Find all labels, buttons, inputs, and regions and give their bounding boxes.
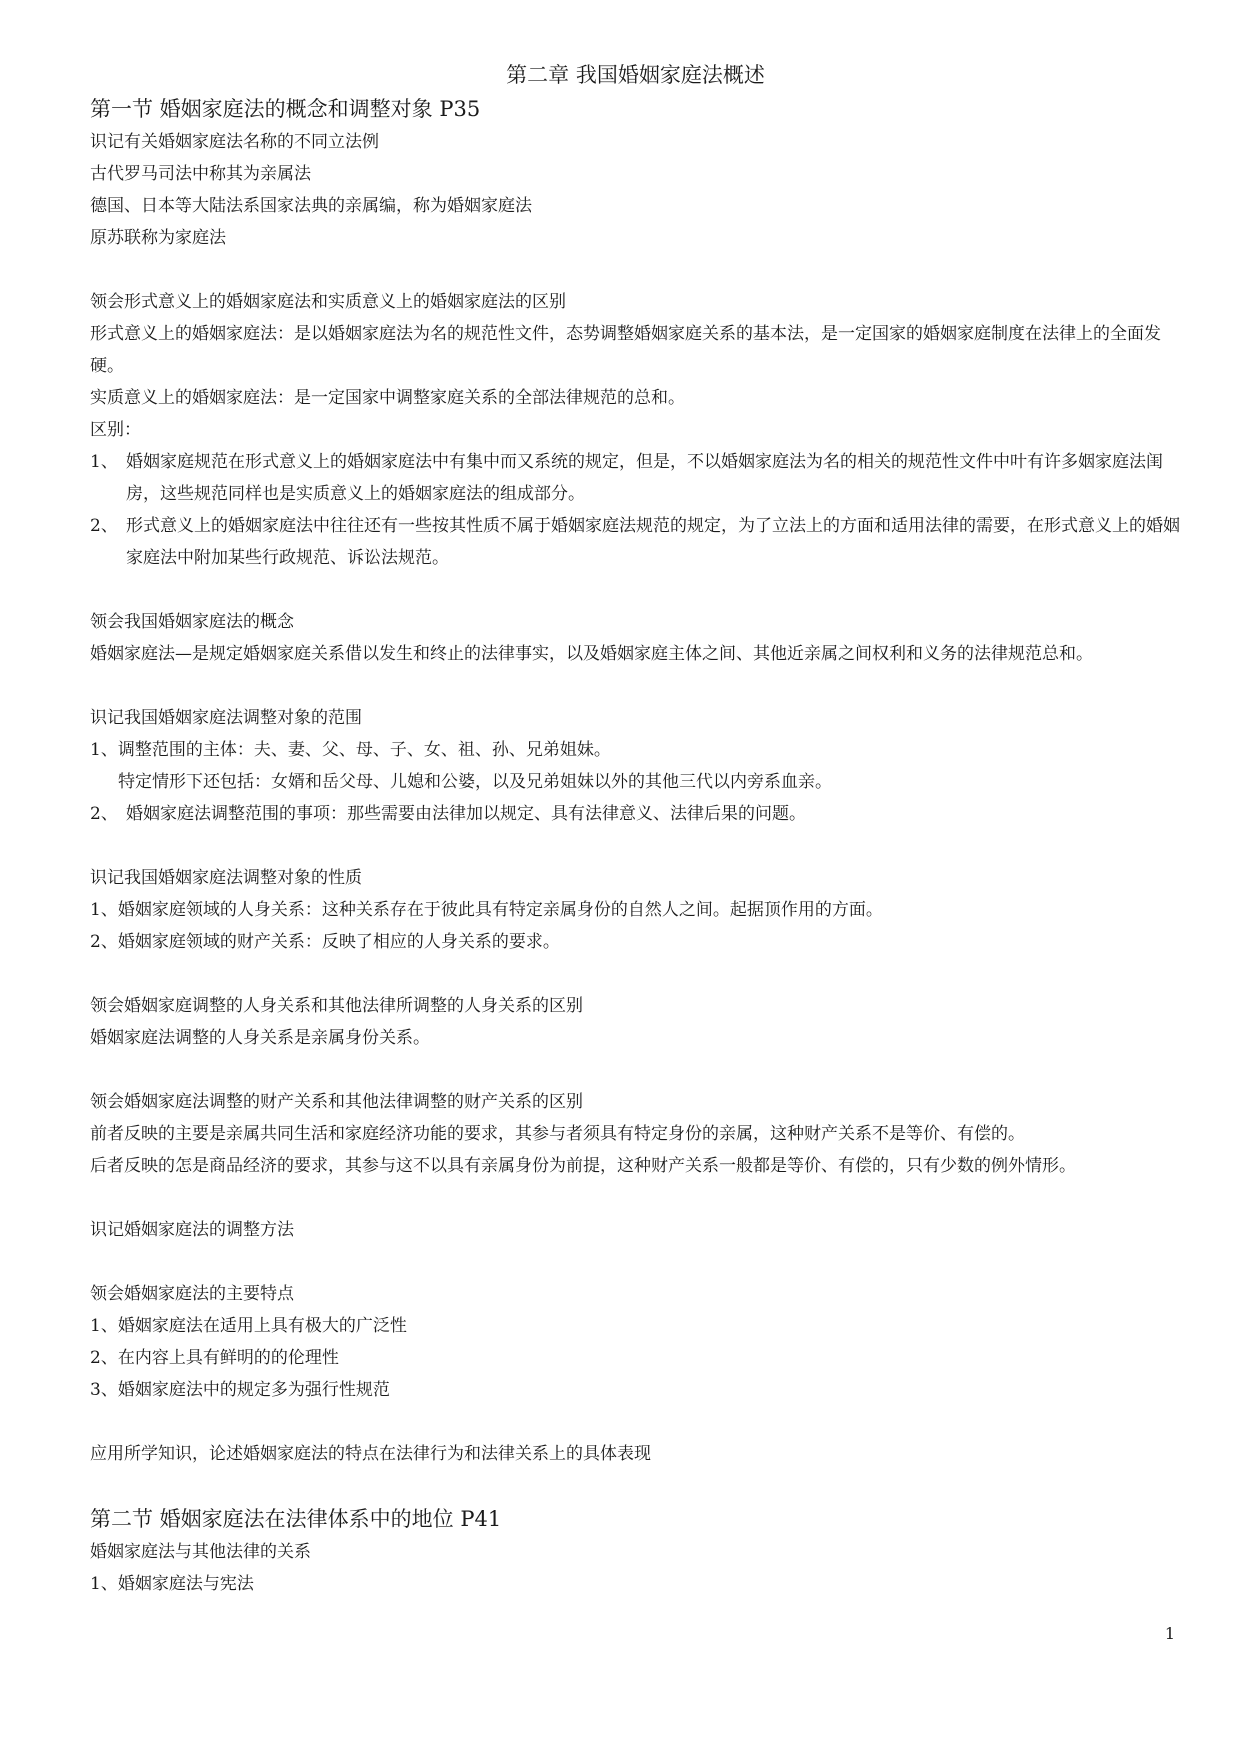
- paragraph: 1、调整范围的主体：夫、妻、父、母、子、女、祖、孙、兄弟姐妹。: [90, 740, 611, 760]
- section-title: 第一节 婚姻家庭法的概念和调整对象 P35: [90, 97, 481, 121]
- paragraph: 德国、日本等大陆法系国家法典的亲属编，称为婚姻家庭法: [90, 196, 532, 216]
- spacer: [90, 1406, 1181, 1438]
- page-number: 1: [1164, 1624, 1175, 1643]
- paragraph: 婚姻家庭法—是规定婚姻家庭关系借以发生和终止的法律事实，以及婚姻家庭主体之间、其他近亲属之间权利和义务的法律规范总和。: [90, 644, 1093, 664]
- list-item: [90, 446, 1181, 510]
- paragraph: 3、婚姻家庭法中的规定多为强行性规范: [90, 1380, 390, 1400]
- chapter-title: 第二章 我国婚姻家庭法概述: [506, 63, 765, 87]
- spacer: [90, 1182, 1181, 1214]
- paragraph: 婚姻家庭法与其他法律的关系: [90, 1542, 311, 1562]
- paragraph: 2、婚姻家庭领域的财产关系：反映了相应的人身关系的要求。: [90, 932, 560, 952]
- list-text: 形式意义上的婚姻家庭法中往往还有一些按其性质不属于婚姻家庭法规范的规定，为了立法上的方面和适用法律的需要，在形式意义上的婚姻家庭法中附加某些行政规范、诉讼法规范。: [126, 516, 1180, 568]
- spacer: [90, 830, 1181, 862]
- paragraph: 领会我国婚姻家庭法的概念: [90, 612, 294, 632]
- paragraph: 领会婚姻家庭法的主要特点: [90, 1284, 294, 1304]
- paragraph: 特定情形下还包括：女婿和岳父母、儿媳和公婆，以及兄弟姐妹以外的其他三代以内旁系血亲。: [118, 772, 832, 792]
- paragraph: 婚姻家庭法调整的人身关系是亲属身份关系。: [90, 1028, 430, 1048]
- paragraph: 识记我国婚姻家庭法调整对象的范围: [90, 708, 362, 728]
- list-item: [90, 798, 1181, 830]
- paragraph: 领会婚姻家庭法调整的财产关系和其他法律调整的财产关系的区别: [90, 1092, 583, 1112]
- paragraph: 区别：: [90, 420, 141, 440]
- list-item: [90, 510, 1181, 574]
- paragraph: 形式意义上的婚姻家庭法：是以婚姻家庭法为名的规范性文件，态势调整婚姻家庭关系的基本法，是一定国家的婚姻家庭制度在法律上的全面发硬。: [90, 324, 1161, 376]
- paragraph: 实质意义上的婚姻家庭法：是一定国家中调整家庭关系的全部法律规范的总和。: [90, 388, 685, 408]
- paragraph: 领会形式意义上的婚姻家庭法和实质意义上的婚姻家庭法的区别: [90, 292, 566, 312]
- spacer: [90, 254, 1181, 286]
- paragraph: 1、婚姻家庭法与宪法: [90, 1574, 254, 1594]
- paragraph: 原苏联称为家庭法: [90, 228, 226, 248]
- list-text: 婚姻家庭规范在形式意义上的婚姻家庭法中有集中而又系统的规定，但是，不以婚姻家庭法为名的相关的规范性文件中叶有许多姻家庭法闺房，这些规范同样也是实质意义上的婚姻家庭法的组成部分。: [126, 452, 1163, 504]
- spacer: [90, 670, 1181, 702]
- paragraph: 后者反映的怎是商品经济的要求，其参与这不以具有亲属身份为前提，这种财产关系一般都是等价、有偿的，只有少数的例外情形。: [90, 1156, 1076, 1176]
- paragraph: 1、婚姻家庭法在适用上具有极大的广泛性: [90, 1316, 407, 1336]
- paragraph: 识记婚姻家庭法的调整方法: [90, 1220, 294, 1240]
- list-number: 1、: [90, 452, 118, 472]
- paragraph: 识记我国婚姻家庭法调整对象的性质: [90, 868, 362, 888]
- paragraph: 识记有关婚姻家庭法名称的不同立法例: [90, 132, 379, 152]
- paragraph: 古代罗马司法中称其为亲属法: [90, 164, 311, 184]
- paragraph: 2、在内容上具有鲜明的的伦理性: [90, 1348, 339, 1368]
- spacer: [90, 1470, 1181, 1502]
- list-number: 2、: [90, 516, 118, 536]
- paragraph: 前者反映的主要是亲属共同生活和家庭经济功能的要求，其参与者须具有特定身份的亲属，这种财产关系不是等价、有偿的。: [90, 1124, 1025, 1144]
- spacer: [90, 1246, 1181, 1278]
- spacer: [90, 958, 1181, 990]
- spacer: [90, 1054, 1181, 1086]
- list-text: 婚姻家庭法调整范围的事项：那些需要由法律加以规定、具有法律意义、法律后果的问题。: [126, 804, 806, 824]
- list-number: 2、: [90, 804, 118, 824]
- section-title: 第二节 婚姻家庭法在法律体系中的地位 P41: [90, 1507, 502, 1531]
- spacer: [90, 574, 1181, 606]
- paragraph: 1、婚姻家庭领域的人身关系：这种关系存在于彼此具有特定亲属身份的自然人之间。起据顶作用的方面。: [90, 900, 883, 920]
- paragraph: 应用所学知识，论述婚姻家庭法的特点在法律行为和法律关系上的具体表现: [90, 1444, 651, 1464]
- paragraph: 领会婚姻家庭调整的人身关系和其他法律所调整的人身关系的区别: [90, 996, 583, 1016]
